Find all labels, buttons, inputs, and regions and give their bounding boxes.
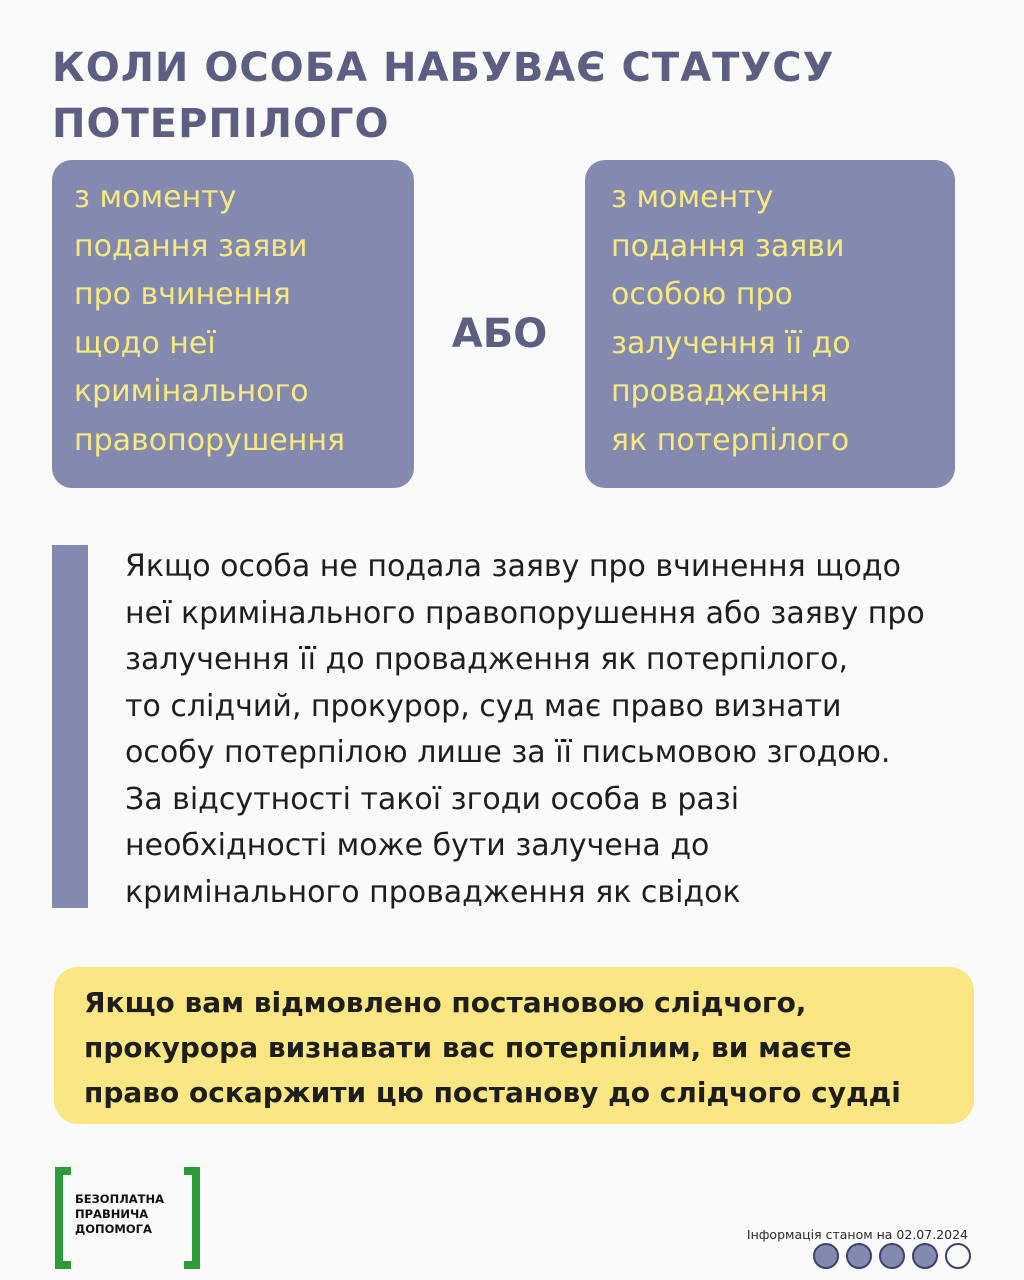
page-dot-5 [945,1243,971,1269]
free-legal-aid-logo [55,1167,200,1269]
note-accent-bar [52,545,88,908]
page-dot-4 [912,1243,938,1269]
or-separator: АБО [451,311,548,357]
condition-text-application: з моменту подання заяви про вчинення щодо неї кримінального правопорушення [74,180,346,458]
condition-card-involvement [585,160,955,488]
page-dot-2 [846,1243,872,1269]
logo-bracket-right-icon [184,1167,200,1269]
logo-text: БЕЗОПЛАТНА ПРАВНИЧА ДОПОМОГА [75,1192,165,1236]
appeal-callout [54,967,974,1124]
note-paragraph: Якщо особа не подала заяву про вчинення щодо неї кримінального правопорушення або заяву про залучення її до провадження як потерпілого, то слідчий, прокурор, суд має право визнати особу потерпілою лише за її письмовою згодою. За відсутності такої згоди особа в разі необхідності може бути залучена до кримінального провадження як свідок [125,549,925,910]
condition-card-application [52,160,414,488]
info-date: Інформація станом на 02.07.2024 [746,1227,968,1242]
page-dot-3 [879,1243,905,1269]
page-dot-1 [813,1243,839,1269]
logo-bracket-left-icon [55,1167,71,1269]
page-title: КОЛИ ОСОБА НАБУВАЄ СТАТУСУ ПОТЕРПІЛОГО [52,45,835,147]
condition-text-involvement: з моменту подання заяви особою про залучення її до провадження як потерпілого [611,180,851,458]
page-indicator [813,1243,971,1269]
appeal-callout-text: Якщо вам відмовлено постановою слідчого, прокурора визнавати вас потерпілим, ви маєте право оскаржити цю постанову до слідчого судді [84,986,901,1109]
